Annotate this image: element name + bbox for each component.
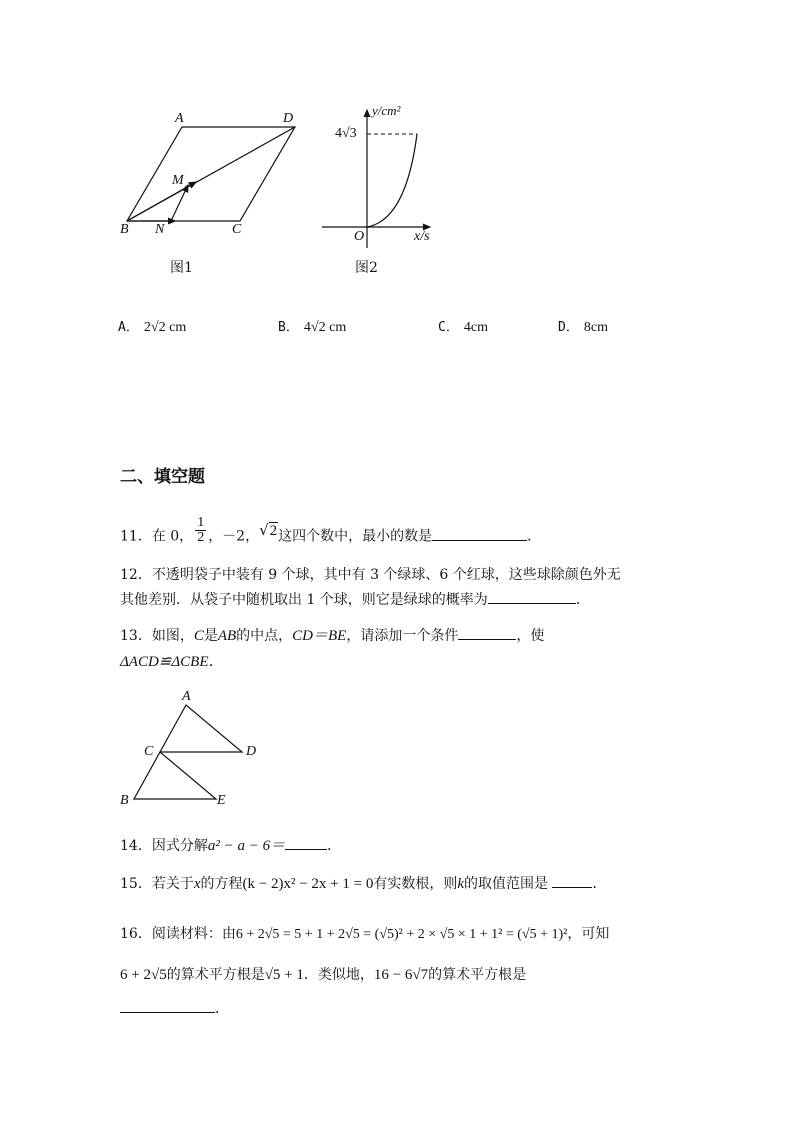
tri-point-a: A (182, 689, 191, 704)
figure-1-label: 图1 (170, 260, 193, 276)
q14-end: ． (327, 838, 342, 854)
q15-post2: 的取值范围是 (464, 876, 548, 892)
q13-make: ，使 (516, 628, 545, 644)
q13-mid-text: 的中点， (236, 628, 293, 644)
question-14 (120, 835, 341, 856)
segment-nm (171, 185, 188, 221)
q13-c: C (193, 628, 204, 644)
option-c-letter: C． (438, 320, 459, 335)
question-13-line-1 (120, 625, 544, 646)
option-b-value: 4√2 cm (303, 320, 347, 335)
q16-pre: 16．阅读材料：由 (120, 926, 236, 942)
tri-point-c: C (144, 744, 154, 759)
q13-answer-blank[interactable] (458, 625, 516, 640)
q13-add: ，请添加一个条件 (346, 628, 459, 644)
x-axis-label: x/s (414, 229, 430, 244)
option-c-value: 4cm (463, 320, 489, 335)
point-a: A (175, 111, 184, 126)
question-13-line-2: ΔACD≌ΔCBE． (120, 654, 224, 670)
q16-end: ． (215, 1001, 229, 1017)
point-b: B (120, 222, 129, 237)
q12-answer-blank[interactable] (488, 589, 576, 604)
point-n: N (155, 222, 165, 237)
option-b[interactable] (278, 316, 346, 336)
q12-line2: 其他差别．从袋子中随机取出 1 个球，则它是绿球的概率为 (120, 592, 488, 608)
q15-post: 有实数根，则 (373, 876, 458, 892)
q14-text: 14．因式分解 (120, 838, 208, 854)
q13-condition: CD＝BE (292, 628, 347, 644)
q16-line2-similar: ．类似地， (303, 967, 374, 983)
question-16-line-2 (120, 965, 526, 985)
q16-line2-target: 16 − 6√7 (373, 967, 429, 983)
q14-answer-blank[interactable] (285, 835, 327, 850)
q15-k: k (457, 876, 464, 892)
q11-pre: 在 0， (151, 528, 194, 545)
q16-line2-expr: 6 + 2√5 (120, 967, 167, 983)
origin-label: O (354, 229, 365, 244)
option-c[interactable] (438, 316, 488, 336)
figure-2-label: 图2 (355, 260, 378, 276)
q11-mid: ，－2， (208, 528, 260, 545)
q15-mid: 的方程 (200, 876, 243, 892)
q16-line2-text: 的算术平方根是 (166, 967, 265, 983)
q16-post: ，可知 (567, 926, 610, 942)
y-axis-label: y/cm² (372, 103, 401, 118)
figure-2-graph (318, 100, 438, 250)
point-m: M (172, 173, 184, 188)
q11-frac-num: 1 (197, 515, 205, 530)
q16-line2-ask: 的算术平方根是 (428, 967, 527, 983)
option-d[interactable] (558, 316, 608, 336)
point-c: C (232, 222, 242, 237)
question-15 (120, 873, 606, 894)
q16-line2-result: √5 + 1 (264, 967, 304, 983)
q14-expression: a² − a − 6＝ (207, 838, 286, 854)
section-title: 二、填空题 (120, 467, 205, 487)
q11-sqrt-arg: 2 (269, 522, 278, 539)
q16-answer-blank[interactable] (120, 998, 215, 1013)
q13-ab: AB (217, 628, 237, 644)
option-b-letter: B． (278, 320, 299, 335)
option-d-letter: D． (558, 320, 579, 335)
point-d: D (283, 111, 294, 126)
q13-prefix: 13．如图， (120, 628, 194, 644)
question-11 (120, 515, 542, 551)
curve (367, 134, 417, 227)
tri-point-d: D (246, 744, 257, 759)
figure-triangles (120, 690, 260, 810)
q12-end: ． (575, 592, 590, 608)
question-16-line-1 (120, 924, 609, 945)
question-16-line-3 (120, 998, 229, 1019)
tri-point-b: B (120, 793, 129, 808)
q11-frac-den: 2 (197, 530, 205, 545)
q13-is: 是 (203, 628, 218, 644)
q11-sqrt: √2 (259, 520, 278, 539)
question-12-line-2 (120, 589, 590, 610)
y-mark-label: 4√3 (335, 126, 357, 141)
tri-point-e: E (217, 793, 226, 808)
option-a[interactable] (118, 316, 186, 336)
option-d-value: 8cm (583, 320, 609, 335)
q11-end: ． (527, 528, 542, 545)
option-a-letter: A． (118, 320, 139, 335)
figure-1-parallelogram (112, 105, 312, 245)
question-12-line-1: 12．不透明袋子中装有 9 个球，其中有 3 个绿球、6 个红球，这些球除颜色外无 (120, 567, 621, 583)
triangle-acd (160, 705, 242, 752)
q15-x: x (193, 876, 201, 892)
q15-equation: (k − 2)x² − 2x + 1 = 0 (242, 876, 374, 892)
q15-answer-blank[interactable] (552, 873, 592, 888)
q15-end: ． (592, 876, 607, 892)
q11-fraction (195, 516, 206, 545)
q11-answer-blank[interactable] (432, 526, 527, 541)
q11-num: 11． (120, 528, 152, 545)
q15-pre: 15．若关于 (120, 876, 194, 892)
q16-expression: 6 + 2√5 = 5 + 1 + 2√5 = (√5)² + 2 × √5 × 1 + 1² = (√5 + 1)² (235, 927, 568, 942)
q11-post: 这四个数中，最小的数是 (278, 528, 433, 545)
option-a-value: 2√2 cm (143, 320, 187, 335)
arrow-to-m (127, 182, 196, 221)
